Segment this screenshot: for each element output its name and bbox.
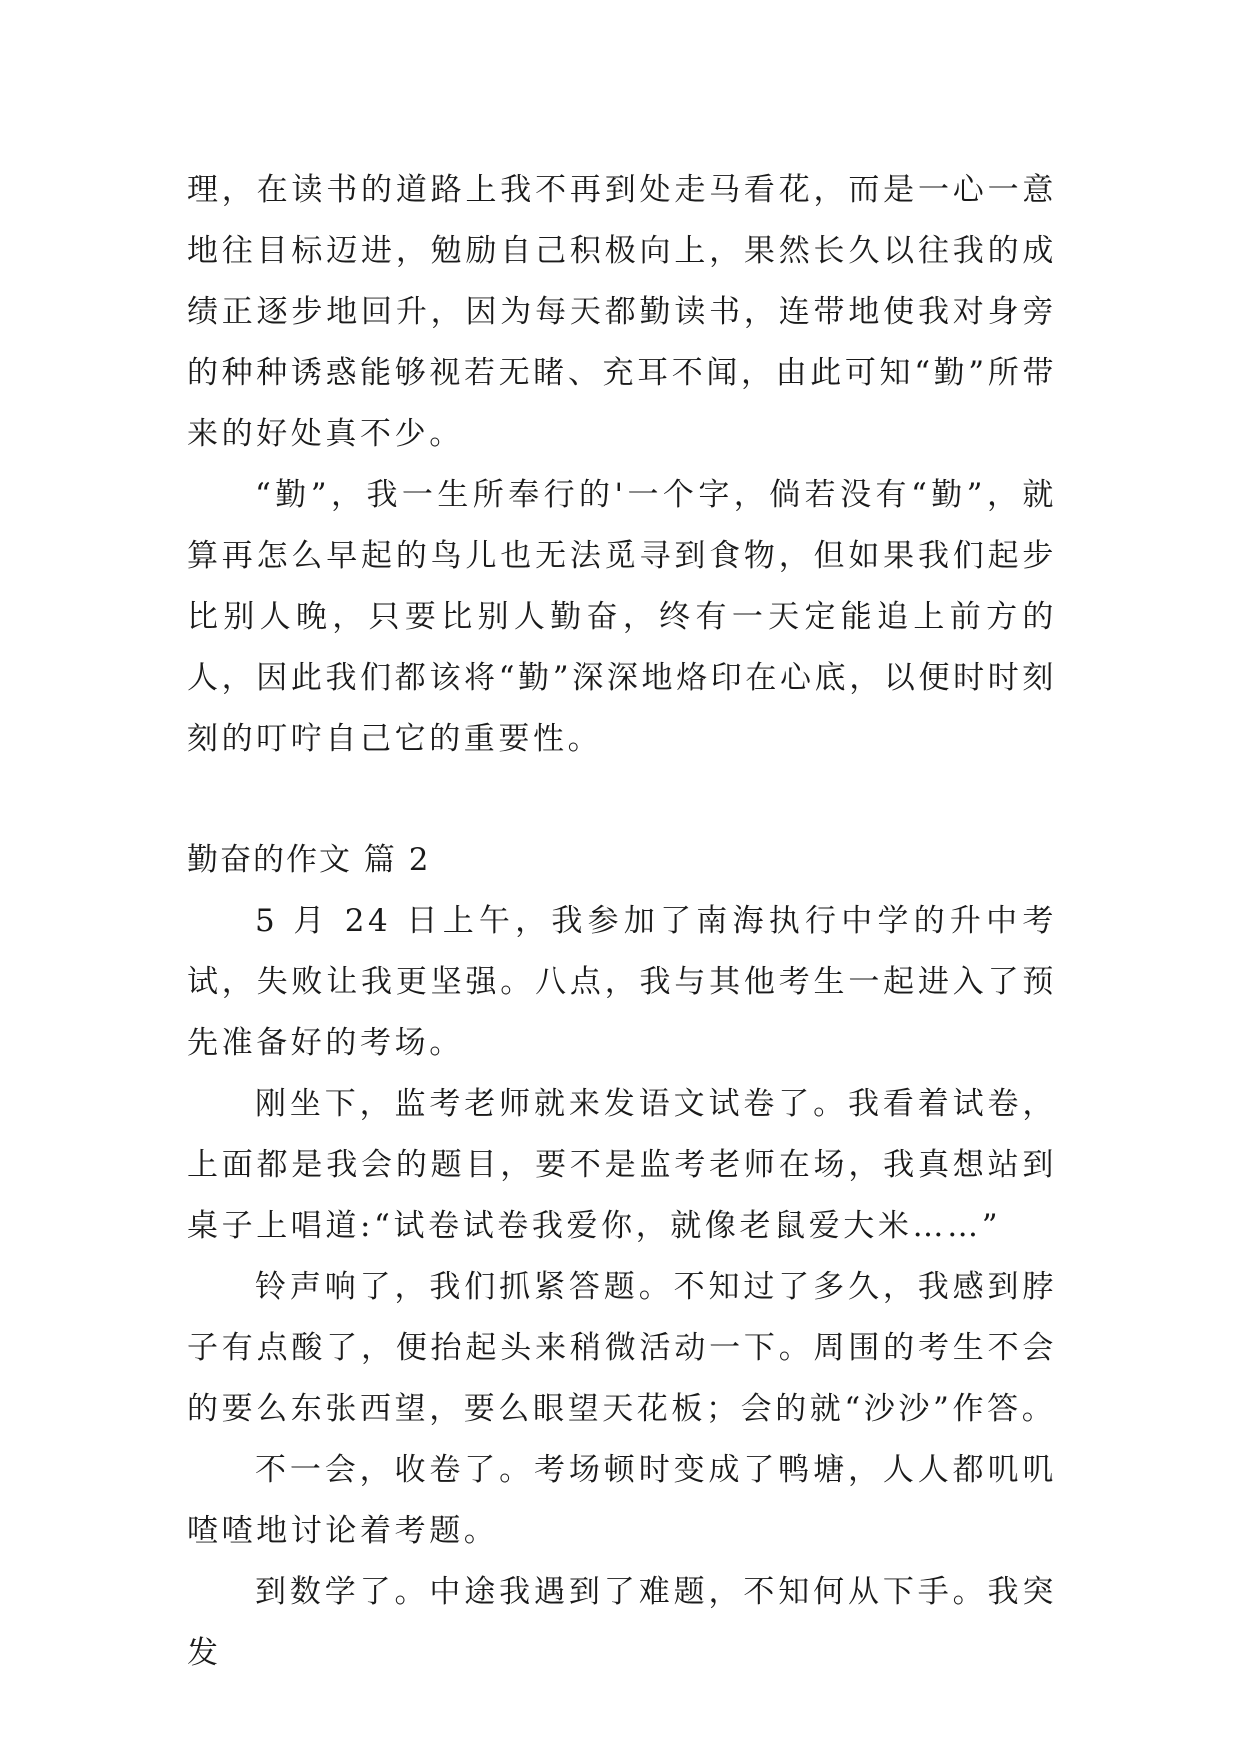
paragraph-1: 理，在读书的道路上我不再到处走马看花，而是一心一意地往目标迈进，勉励自己积极向上，果然长久以往我的成绩正逐步地回升，因为每天都勤读书，连带地使我对身旁的种种诱惑能够视若无睹、充耳不闻，由此可知“勤”所带来的好处真不少。 (187, 172, 1057, 452)
paragraph-6: 不一会，收卷了。考场顿时变成了鸭塘，人人都叽叽喳喳地讨论着考题。 (187, 1452, 1057, 1549)
section-title: 勤奋的作文 篇 2 (187, 842, 431, 878)
paragraph-2: “勤”，我一生所奉行的'一个字，倘若没有“勤”，就算再怎么早起的鸟儿也无法觅寻到食物，但如果我们起步比别人晚，只要比别人勤奋，终有一天定能追上前方的人，因此我们都该将“勤”深深地烙印在心底，以便时时刻刻的叮咛自己它的重要性。 (187, 477, 1057, 757)
paragraph-5: 铃声响了，我们抓紧答题。不知过了多久，我感到脖子有点酸了，便抬起头来稍微活动一下。周围的考生不会的要么东张西望，要么眼望天花板；会的就“沙沙”作答。 (187, 1269, 1057, 1427)
document-body (187, 160, 1057, 1684)
paragraph-7: 到数学了。中途我遇到了难题，不知何从下手。我突发 (187, 1574, 1057, 1671)
paragraph-4: 刚坐下，监考老师就来发语文试卷了。我看着试卷，上面都是我会的题目，要不是监考老师在场，我真想站到桌子上唱道:“试卷试卷我爱你，就像老鼠爱大米……” (187, 1086, 1057, 1244)
paragraph-3: 5 月 24 日上午，我参加了南海执行中学的升中考试，失败让我更坚强。八点，我与其他考生一起进入了预先准备好的考场。 (187, 903, 1057, 1061)
section-spacer (187, 770, 1057, 830)
